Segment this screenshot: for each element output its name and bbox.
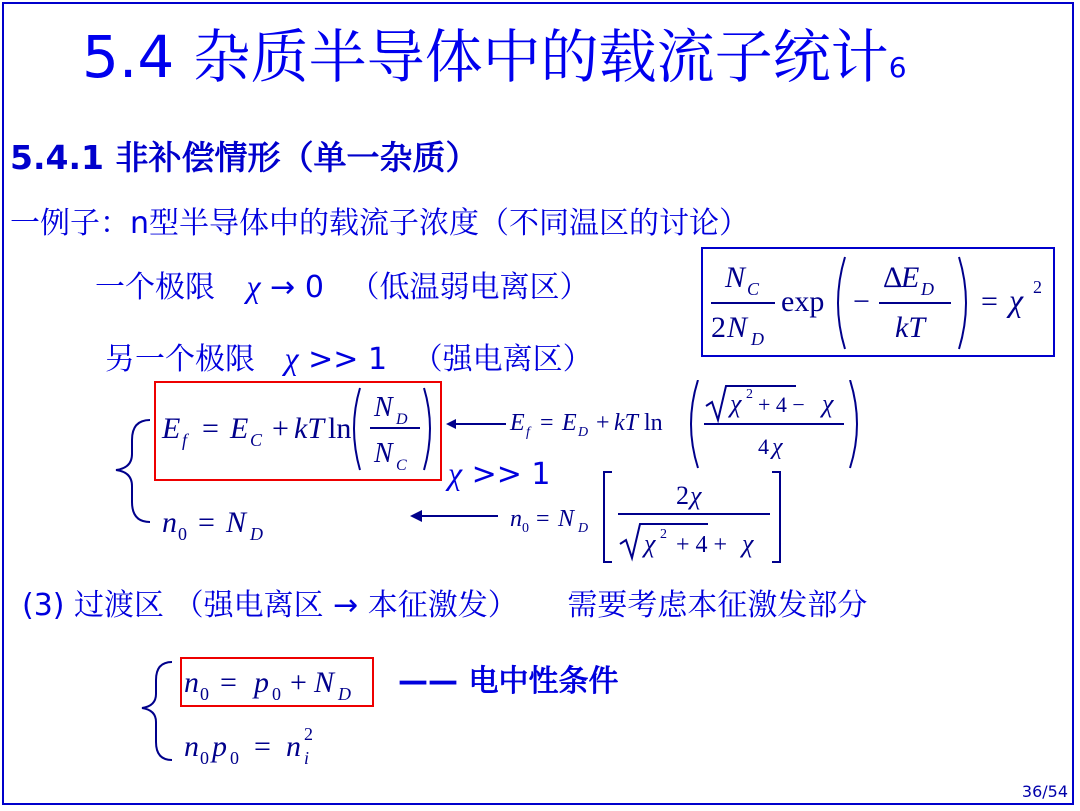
svg-text:C: C bbox=[250, 430, 263, 450]
svg-text:E: E bbox=[510, 410, 525, 436]
svg-text:=: = bbox=[202, 412, 219, 445]
svg-text:0: 0 bbox=[200, 748, 209, 768]
svg-text:2: 2 bbox=[660, 527, 667, 542]
svg-text:E: E bbox=[162, 412, 181, 445]
svg-text:kT: kT bbox=[294, 412, 324, 445]
svg-text:=: = bbox=[220, 666, 237, 699]
neutrality-highlight-box bbox=[180, 657, 374, 707]
svg-text:=: = bbox=[540, 410, 554, 436]
ionization-equation-box bbox=[701, 247, 1055, 357]
limit1-cond: → 0 bbox=[270, 270, 324, 305]
svg-text:+: + bbox=[290, 666, 307, 699]
svg-text:ln: ln bbox=[644, 410, 663, 436]
svg-text:=: = bbox=[981, 285, 998, 318]
section-heading: 5.4.1 非补偿情形（单一杂质） bbox=[10, 138, 479, 177]
svg-text:f: f bbox=[182, 430, 188, 450]
svg-text:D: D bbox=[396, 411, 408, 428]
svg-text:χ: χ bbox=[644, 529, 656, 558]
transition-label: (3) 过渡区 （强电离区 → 本征激发） bbox=[22, 588, 518, 623]
svg-text:χ: χ bbox=[742, 529, 754, 558]
svg-text:2: 2 bbox=[304, 724, 313, 744]
svg-text:N: N bbox=[374, 392, 393, 423]
svg-text:=: = bbox=[198, 506, 215, 539]
limit2-row: 另一个极限 χ >> 1 （强电离区） bbox=[105, 340, 593, 377]
page-number: 36/54 bbox=[1021, 782, 1068, 801]
svg-text:χ: χ bbox=[822, 389, 834, 418]
svg-text:kT: kT bbox=[614, 410, 638, 436]
svg-text:kT: kT bbox=[895, 311, 925, 344]
title-subscript: 6 bbox=[888, 51, 907, 84]
limit1-region: （低温弱电离区） bbox=[349, 270, 590, 305]
transition-row bbox=[22, 580, 867, 624]
svg-text:E: E bbox=[230, 412, 249, 445]
svg-text:N: N bbox=[725, 261, 746, 294]
svg-text:2: 2 bbox=[711, 311, 726, 344]
svg-text:n: n bbox=[184, 730, 199, 763]
svg-text:−: − bbox=[853, 285, 870, 318]
svg-text:C: C bbox=[747, 279, 760, 299]
svg-text:p: p bbox=[254, 666, 269, 699]
transition-note: 需要考虑本征激发部分 bbox=[567, 588, 868, 623]
svg-text:2: 2 bbox=[676, 481, 689, 510]
neutrality-label: —— 电中性条件 bbox=[398, 664, 619, 699]
svg-text:D: D bbox=[578, 425, 589, 440]
svg-text:0: 0 bbox=[200, 684, 209, 704]
svg-text:+ 4 +: + 4 + bbox=[676, 532, 728, 558]
svg-text:N: N bbox=[374, 438, 393, 469]
svg-text:χ: χ bbox=[730, 389, 742, 418]
limit2-label: 另一个极限 bbox=[105, 342, 255, 377]
ionization-equation bbox=[703, 249, 1053, 355]
svg-text:n: n bbox=[162, 506, 177, 539]
svg-text:N: N bbox=[727, 311, 748, 344]
svg-text:ln: ln bbox=[328, 412, 352, 445]
svg-text:+ 4 −: + 4 − bbox=[758, 392, 805, 417]
svg-text:χ: χ bbox=[1009, 282, 1024, 318]
chi-condition: χ >> 1 bbox=[448, 455, 551, 492]
svg-text:n: n bbox=[184, 666, 199, 699]
svg-text:C: C bbox=[396, 457, 407, 474]
svg-text:0: 0 bbox=[522, 521, 529, 536]
svg-text:N: N bbox=[226, 506, 247, 539]
svg-text:D: D bbox=[751, 329, 764, 349]
svg-text:D: D bbox=[338, 684, 351, 704]
svg-text:2: 2 bbox=[1033, 277, 1042, 297]
svg-text:D: D bbox=[250, 524, 263, 544]
svg-text:Δ: Δ bbox=[883, 261, 903, 294]
limit2-region: （强电离区） bbox=[412, 342, 593, 377]
svg-text:4: 4 bbox=[758, 434, 769, 459]
svg-text:n: n bbox=[510, 506, 522, 532]
svg-text:=: = bbox=[536, 506, 550, 532]
svg-text:n: n bbox=[286, 730, 301, 763]
limit1-row: 一个极限 χ → 0 （低温弱电离区） bbox=[95, 268, 590, 305]
svg-text:N: N bbox=[314, 666, 335, 699]
svg-text:0: 0 bbox=[230, 748, 239, 768]
svg-text:p: p bbox=[212, 730, 227, 763]
limit1-label: 一个极限 bbox=[95, 270, 215, 305]
svg-text:f: f bbox=[526, 425, 530, 440]
svg-text:exp: exp bbox=[781, 285, 825, 318]
svg-text:χ: χ bbox=[690, 481, 702, 510]
svg-text:0: 0 bbox=[272, 684, 281, 704]
svg-text:i: i bbox=[304, 748, 310, 768]
svg-text:D: D bbox=[578, 521, 589, 536]
example-line: 一例子：n型半导体中的载流子浓度（不同温区的讨论） bbox=[10, 206, 750, 241]
svg-text:2: 2 bbox=[746, 387, 753, 402]
svg-text:D: D bbox=[921, 279, 934, 299]
svg-text:E: E bbox=[562, 410, 577, 436]
fermi-level-highlight-box bbox=[154, 381, 442, 481]
slide-title: 5.4 杂质半导体中的载流子统计6 bbox=[82, 23, 907, 91]
svg-text:E: E bbox=[901, 261, 920, 294]
svg-text:=: = bbox=[254, 730, 271, 763]
svg-text:+: + bbox=[596, 410, 610, 436]
svg-text:+: + bbox=[272, 412, 289, 445]
limit2-cond: >> 1 bbox=[308, 342, 388, 377]
svg-text:0: 0 bbox=[178, 524, 187, 544]
svg-text:N: N bbox=[558, 506, 575, 532]
svg-text:χ: χ bbox=[772, 434, 783, 460]
